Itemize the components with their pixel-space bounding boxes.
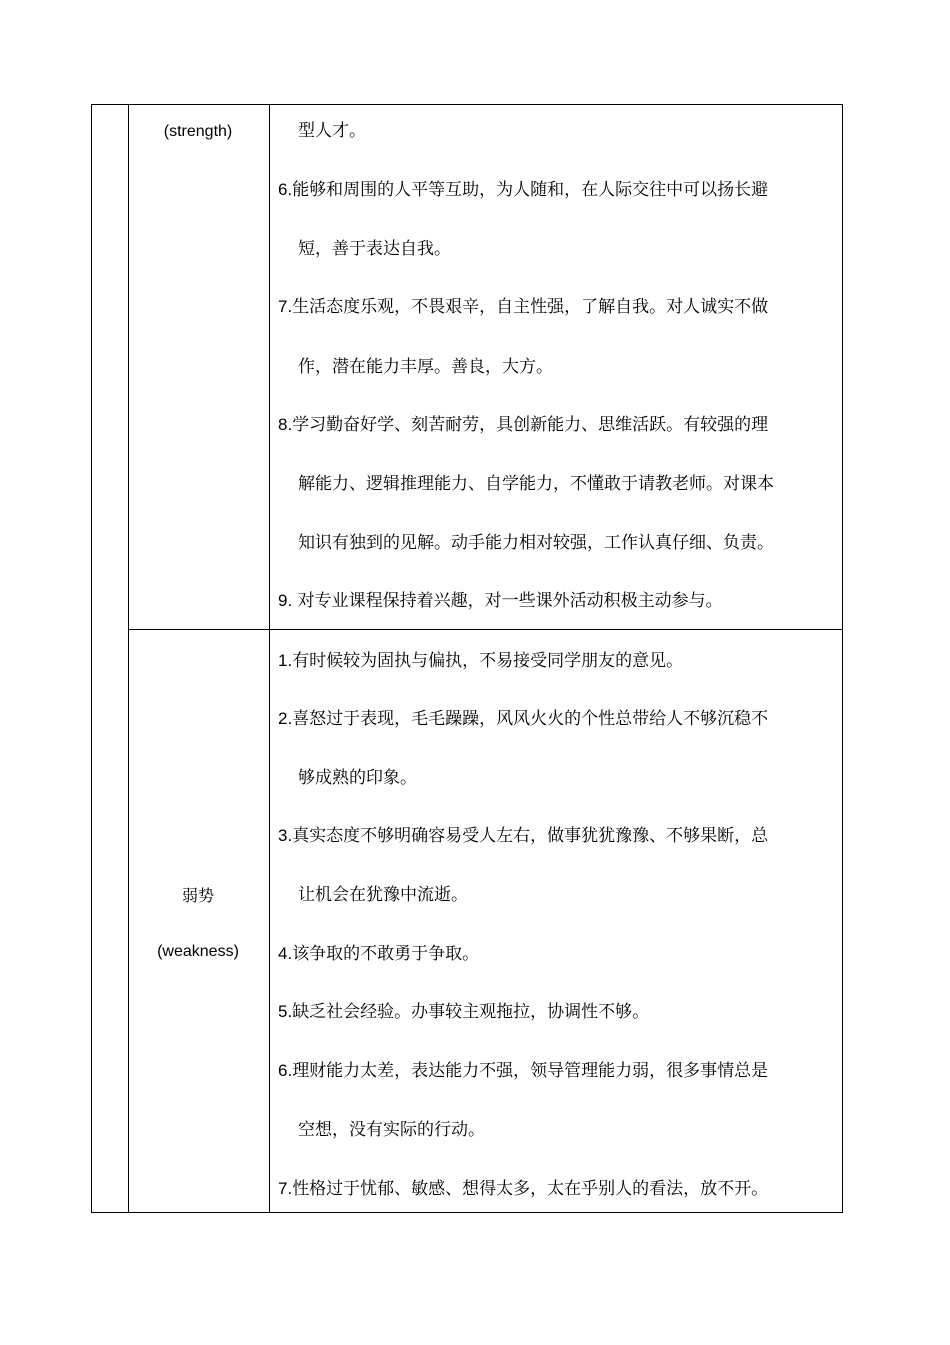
strength-line (298, 533, 774, 553)
item-number: 1. (278, 651, 293, 670)
item-number: 5. (278, 1002, 293, 1021)
weakness-line (278, 1179, 768, 1199)
item-text: 生活态度乐观，不畏艰辛，自主性强，了解自我。对人诚实不做 (292, 297, 769, 317)
swot-table (91, 104, 843, 1213)
weakness-line (298, 885, 468, 905)
weakness-line (278, 709, 768, 729)
strength-line (298, 357, 553, 377)
item-number: 2. (278, 709, 293, 728)
item-text: 真实态度不够明确容易受人左右，做事犹犹豫豫、不够果断，总 (292, 826, 769, 846)
weakness-line (278, 1002, 649, 1022)
weakness-line (278, 651, 683, 671)
item-text: 解能力、逻辑推理能力、自学能力，不懂敢于请教老师。对课本 (298, 474, 774, 494)
weakness-line (278, 1061, 768, 1081)
column-divider-1 (128, 105, 129, 1212)
item-text: 空想，没有实际的行动。 (298, 1120, 485, 1140)
item-number: 7. (278, 297, 293, 316)
strength-line (298, 474, 774, 494)
strength-line (278, 591, 723, 611)
strength-label: (strength) (163, 123, 233, 140)
strength-line (298, 239, 451, 259)
item-number: 7. (278, 1179, 293, 1198)
item-text: 缺乏社会经验。办事较主观拖拉，协调性不够。 (292, 1002, 650, 1022)
item-text: 理财能力太差，表达能力不强，领导管理能力弱，很多事情总是 (292, 1061, 769, 1081)
weakness-label-en: (weakness) (157, 943, 239, 960)
weakness-line (298, 1120, 485, 1140)
item-number: 9. (278, 591, 293, 610)
strength-line (298, 121, 366, 141)
item-text: 够成熟的印象。 (298, 768, 417, 788)
weakness-line (298, 768, 417, 788)
item-number: 6. (278, 1061, 293, 1080)
item-text: 喜怒过于表现，毛毛躁躁，风风火火的个性总带给人不够沉稳不 (292, 709, 769, 729)
item-text: 让机会在犹豫中流逝。 (298, 885, 468, 905)
item-number: 3. (278, 826, 293, 845)
item-text: 短，善于表达自我。 (298, 239, 451, 259)
item-text: 型人才。 (298, 121, 366, 141)
column-divider-2 (269, 105, 270, 1212)
row-divider (128, 629, 842, 630)
item-text: 作，潜在能力丰厚。善良，大方。 (298, 357, 553, 377)
item-number: 6. (278, 180, 293, 199)
item-text: 性格过于忧郁、敏感、想得太多，太在乎别人的看法，放不开。 (292, 1179, 769, 1199)
item-text: 对专业课程保持着兴趣，对一些课外活动积极主动参与。 (292, 591, 723, 611)
item-number: 4. (278, 944, 293, 963)
weakness-label-cn: 弱势 (181, 888, 214, 905)
item-text: 能够和周围的人平等互助，为人随和，在人际交往中可以扬长避 (292, 180, 769, 200)
strength-line (278, 180, 768, 200)
weakness-line (278, 944, 479, 964)
item-text: 有时候较为固执与偏执，不易接受同学朋友的意见。 (292, 651, 684, 671)
item-text: 该争取的不敢勇于争取。 (292, 944, 480, 964)
item-text: 知识有独到的见解。动手能力相对较强，工作认真仔细、负责。 (298, 533, 774, 553)
strength-line (278, 297, 768, 317)
item-number: 8. (278, 415, 293, 434)
item-text: 学习勤奋好学、刻苦耐劳，具创新能力、思维活跃。有较强的理 (292, 415, 769, 435)
strength-line (278, 415, 768, 435)
weakness-line (278, 826, 768, 846)
